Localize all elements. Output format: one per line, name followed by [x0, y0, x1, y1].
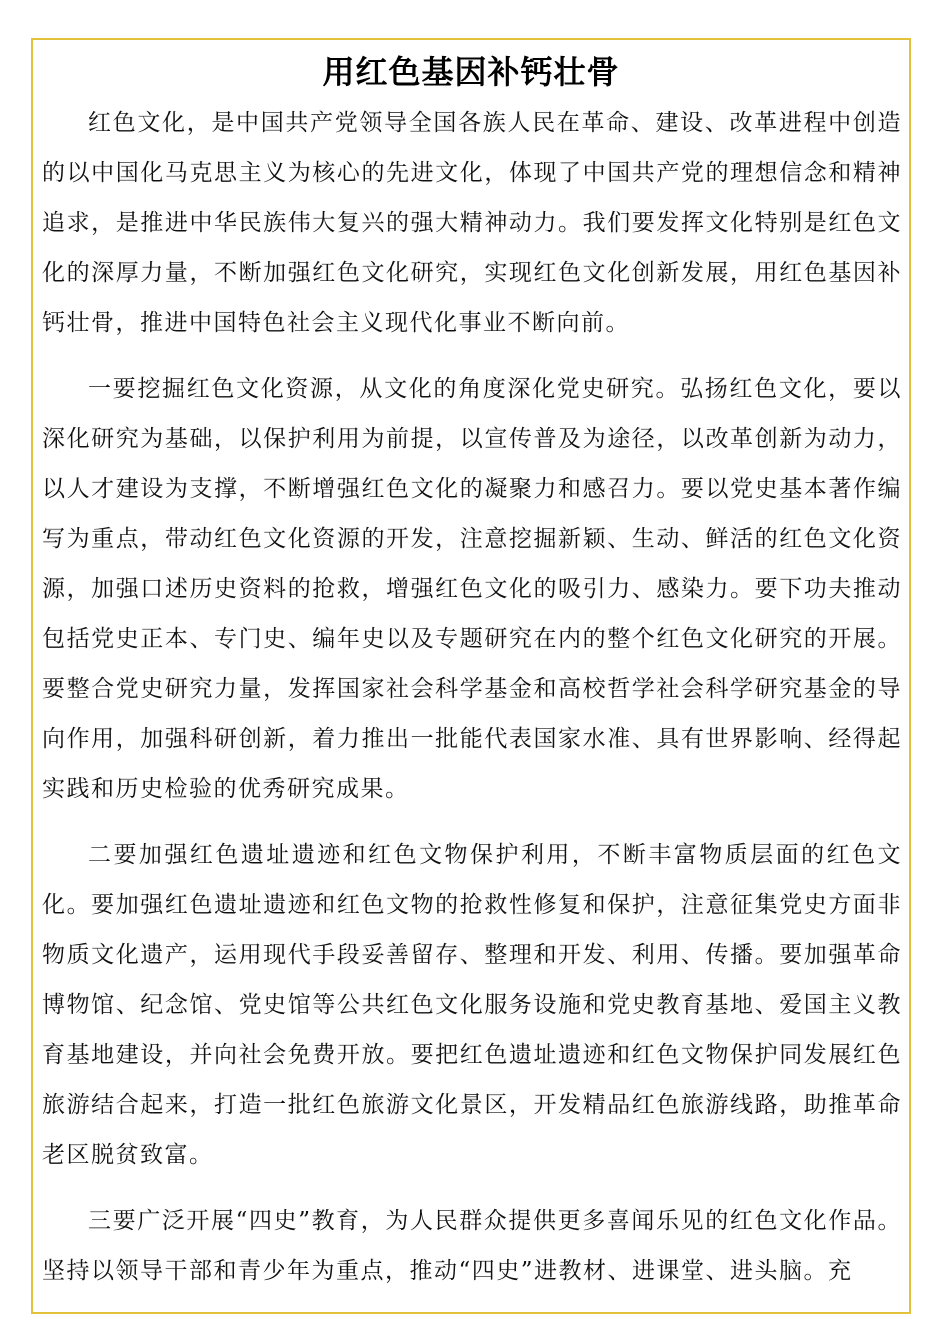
paragraph-point-one: 一要挖掘红色文化资源，从文化的角度深化党史研究。弘扬红色文化，要以深化研究为基础，以保护利用为前提，以宣传普及为途径，以改革创新为动力，以人才建设为支撑，不断增强红色文化的凝聚力和感召力。要以党史基本著作编写为重点，带动红色文化资源的开发，注意挖掘新颖、生动、鲜活的红色文化资源，加强口述历史资料的抢救，增强红色文化的吸引力、感染力。要下功夫推动包括党史正本、专门史、编年史以及专题研究在内的整个红色文化研究的开展。要整合党史研究力量，发挥国家社会科学基金和高校哲学社会科学研究基金的导向作用，加强科研创新，着力推出一批能代表国家水准、具有世界影响、经得起实践和历史检验的优秀研究成果。 [42, 376, 902, 802]
document-title: 用红色基因补钙壮骨 [322, 53, 620, 91]
paragraph-point-two: 二要加强红色遗址遗迹和红色文物保护利用，不断丰富物质层面的红色文化。要加强红色遗址遗迹和红色文物的抢救性修复和保护，注意征集党史方面非物质文化遗产，运用现代手段妥善留存、整理和开发、利用、传播。要加强革命博物馆、纪念馆、党史馆等公共红色文化服务设施和党史教育基地、爱国主义教育基地建设，并向社会免费开放。要把红色遗址遗迹和红色文物保护同发展红色旅游结合起来，打造一批红色旅游文化景区，开发精品红色旅游线路，助推革命老区脱贫致富。 [42, 842, 902, 1168]
paragraph-point-three: 三要广泛开展“四史”教育，为人民群众提供更多喜闻乐见的红色文化作品。坚持以领导干部和青少年为重点，推动“四史”进教材、进课堂、进头脑。充 [42, 1208, 902, 1284]
paragraph-intro: 红色文化，是中国共产党领导全国各族人民在革命、建设、改革进程中创造的以中国化马克思主义为核心的先进文化，体现了中国共产党的理想信念和精神追求，是推进中华民族伟大复兴的强大精神动力。我们要发挥文化特别是红色文化的深厚力量，不断加强红色文化研究，实现红色文化创新发展，用红色基因补钙壮骨，推进中国特色社会主义现代化事业不断向前。 [42, 110, 902, 336]
document-body [33, 98, 909, 1296]
page-frame [31, 38, 911, 1314]
